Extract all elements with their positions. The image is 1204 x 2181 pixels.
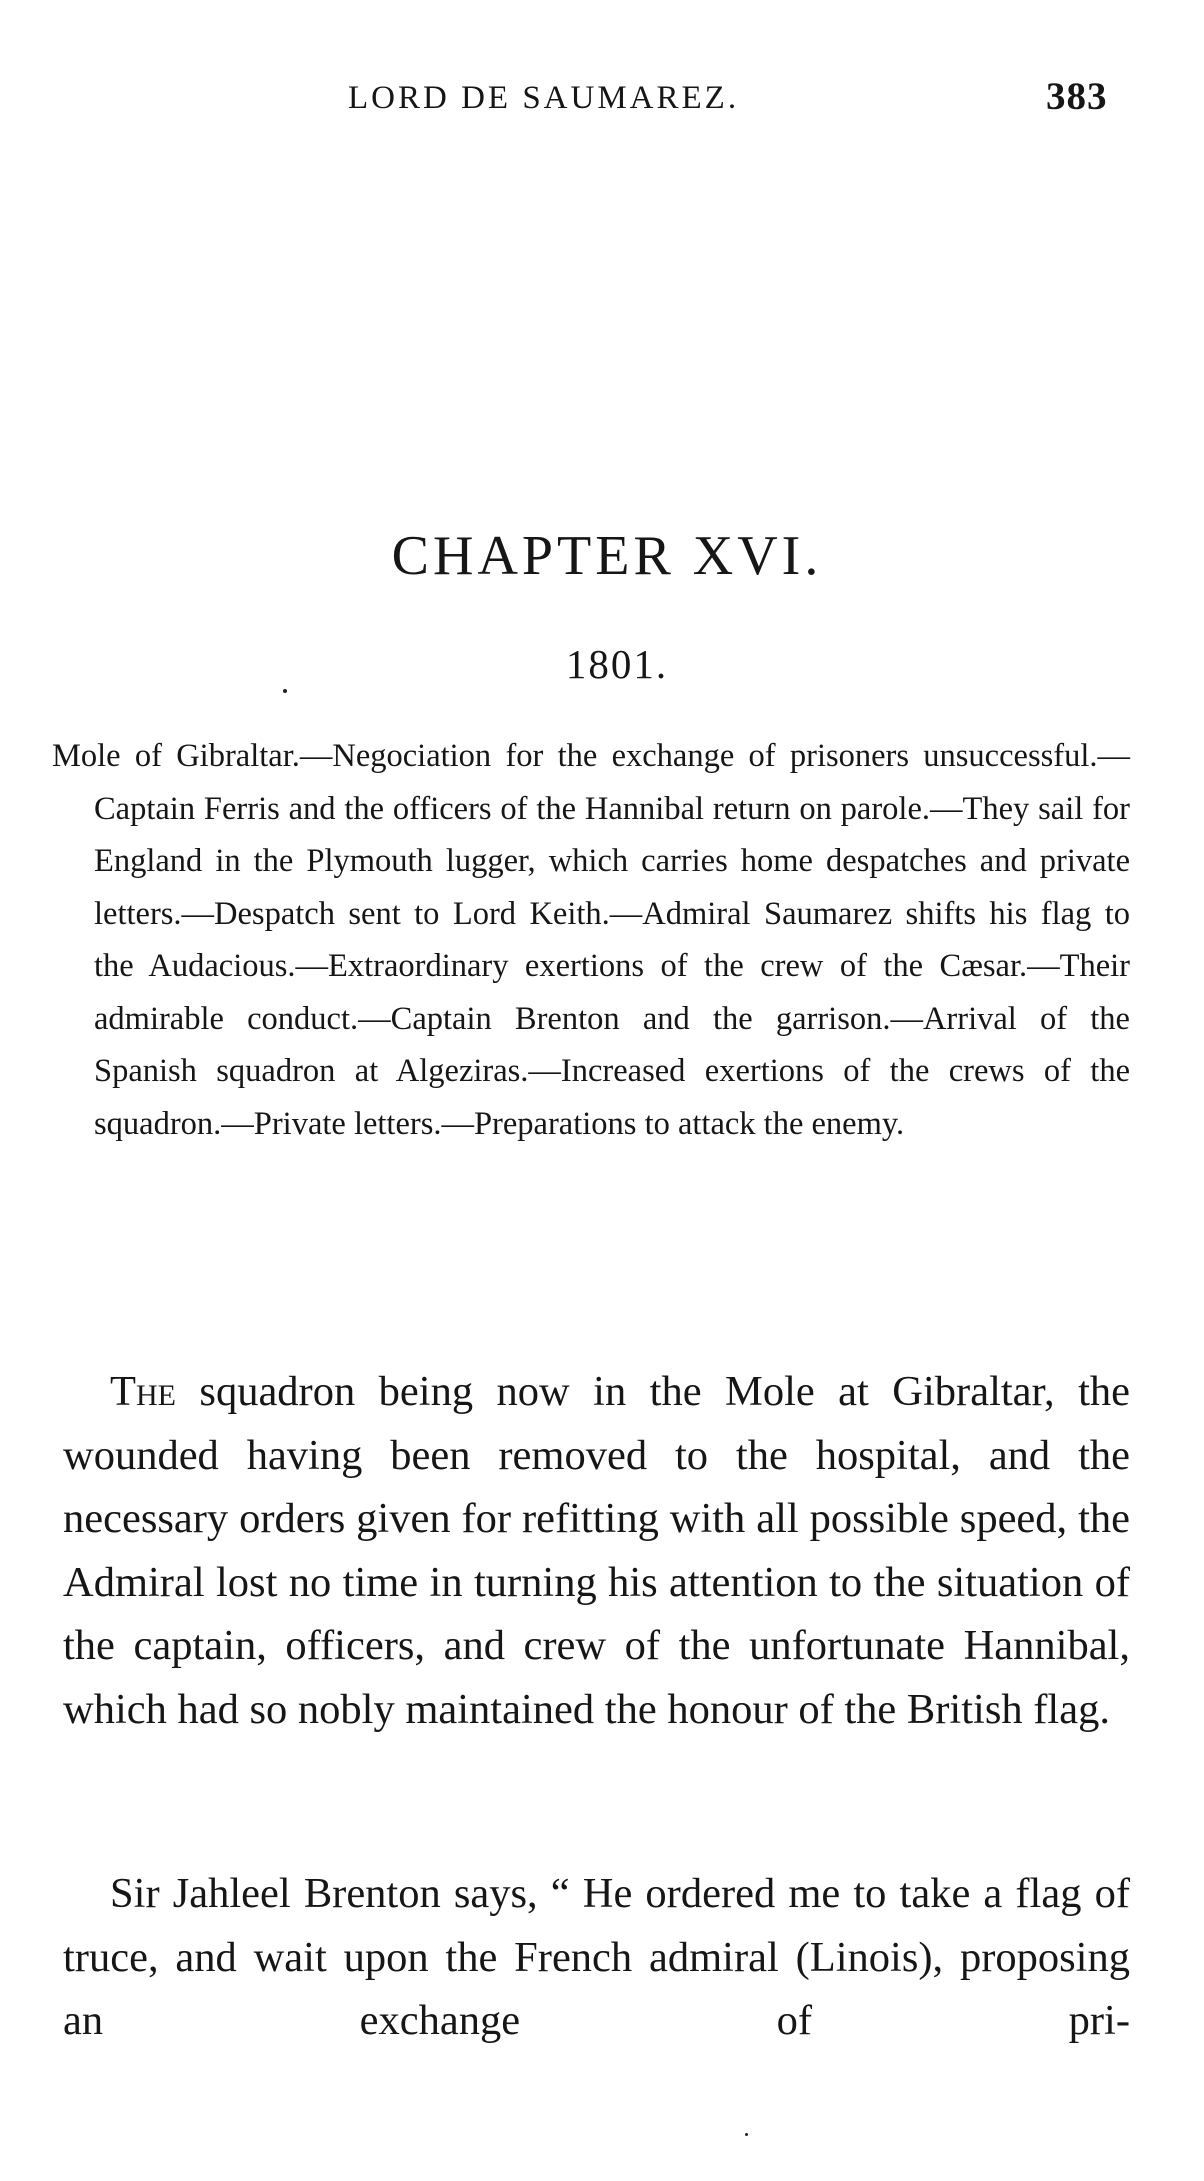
- body-paragraph-2: Sir Jahleel Brenton says, “ He ordered me to take a flag of truce, and wait upon the French admiral (Linois), proposing an exchange of pri-: [63, 1870, 1130, 2044]
- running-head: [0, 70, 1204, 130]
- chapter-summary: Mole of Gibraltar.—Negociation for the exchange of prisoners unsuccessful.—Captain Ferris and the officers of the Hannibal return on parole.—They sail for England in the Plymouth lugger, which carries home despatches and private letters.—Despatch sent to Lord Keith.—Admiral Saumarez shifts his flag to the Audacious.—Extraordinary exertions of the crew of the Cæsar.—Their admirable conduct.—Captain Brenton and the garrison.—Arrival of the Spanish squadron at Algeziras.—Increased exertions of the crews of the squadron.—Private letters.—Preparations to attack the enemy.: [52, 738, 1130, 1142]
- paragraph-lead-word: The: [110, 1368, 176, 1415]
- chapter-title: CHAPTER XVI.: [391, 525, 823, 587]
- running-title: LORD DE SAUMAREZ.: [348, 80, 740, 116]
- page-number: 383: [1046, 75, 1108, 118]
- print-speck: [283, 689, 287, 693]
- paragraph-1-text: squadron being now in the Mole at Gibraltar, the wounded having been removed to the hospital, and the necessary orders given for refitting with all possible speed, the Admiral lost no time in turning his attention to the situation of the captain, officers, and crew of the unfortunate Hannibal, which had so nobly maintained the honour of the British flag.: [63, 1368, 1130, 1733]
- body-paragraph-1: [63, 1360, 1130, 1741]
- print-speck: [745, 2133, 748, 2136]
- chapter-year: 1801.: [565, 641, 669, 687]
